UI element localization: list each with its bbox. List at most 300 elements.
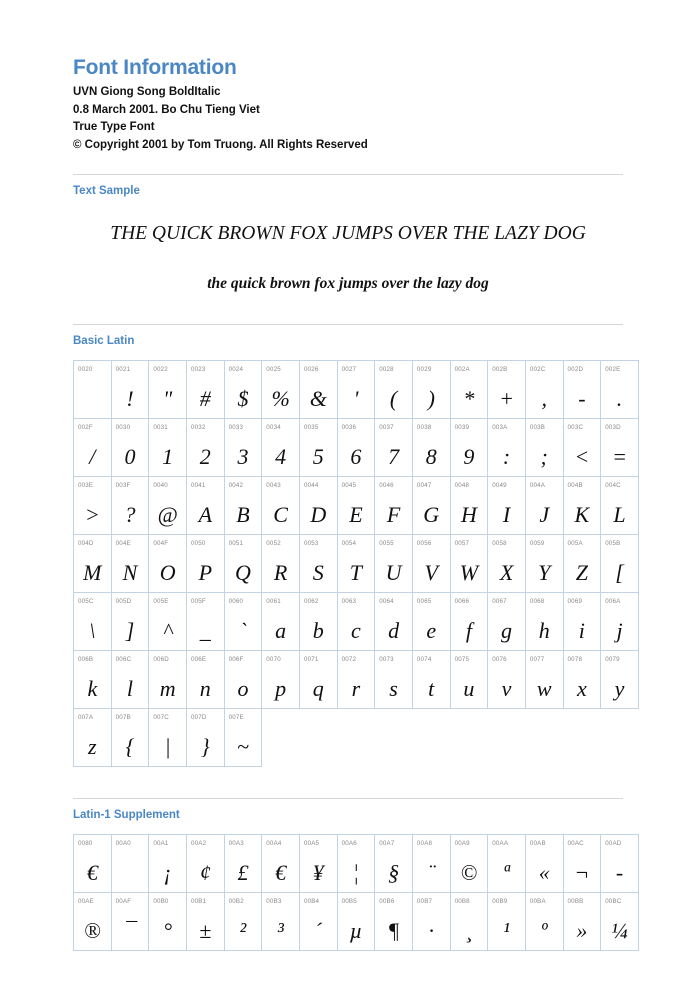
glyph-cell[interactable] [111,419,149,477]
glyph-character: » [576,918,588,944]
glyph-cell[interactable] [262,419,300,477]
glyph-cell[interactable] [337,419,375,477]
glyph-character: % [271,386,290,412]
glyph-code-label: 00B1 [190,898,207,906]
glyph-cell[interactable] [563,651,601,709]
glyph-cell[interactable] [337,361,375,419]
glyph-code-label: 00B7 [416,898,433,906]
glyph-cell[interactable] [337,593,375,651]
glyph-code-label: 0029 [416,366,432,374]
glyph-character: N [122,560,138,586]
glyph-cell[interactable] [224,361,262,419]
glyph-cell[interactable] [450,477,488,535]
glyph-table-row [74,419,639,477]
glyph-code-label: 0050 [190,540,206,548]
glyph-cell[interactable] [525,419,563,477]
glyph-cell[interactable] [299,835,337,893]
glyph-cell[interactable] [450,651,488,709]
glyph-cell[interactable] [563,477,601,535]
glyph-code-label: 0079 [605,656,620,664]
glyph-cell[interactable] [601,419,639,477]
glyph-code-label: 00A7 [379,840,395,848]
glyph-code-label: 0059 [529,540,545,548]
glyph-table-row [74,835,639,893]
glyph-cell[interactable] [563,361,601,419]
glyph-character: ¸ [465,918,473,944]
glyph-cell[interactable] [74,593,112,651]
glyph-code-label: 0032 [190,424,206,432]
glyph-cell[interactable] [412,651,450,709]
glyph-character: X [499,560,514,586]
glyph-code-label: 0073 [379,656,394,664]
glyph-character: $ [237,386,249,412]
glyph-character: H [460,502,477,528]
glyph-cell[interactable] [262,477,300,535]
glyph-character: ~ [237,734,249,760]
glyph-cell[interactable] [111,835,149,893]
glyph-character: ª [503,860,510,886]
glyph-character: f [465,618,472,644]
glyph-code-label: 0042 [228,482,244,490]
glyph-character: Y [538,560,551,586]
glyph-code-label: 003B [529,424,546,432]
glyph-table-row [74,593,639,651]
glyph-character: > [84,502,100,528]
glyph-cell[interactable] [375,593,413,651]
glyph-code-label: 00B6 [379,898,395,906]
glyph-character: ± [199,918,212,944]
glyph-character: r [351,676,361,702]
glyph-code-label: 0030 [115,424,131,432]
glyph-cell[interactable] [525,835,563,893]
glyph-cell[interactable] [412,361,450,419]
glyph-cell[interactable] [525,535,563,593]
glyph-cell[interactable] [149,419,187,477]
glyph-character: Q [235,560,251,586]
glyph-cell[interactable] [299,361,337,419]
glyph-cell[interactable] [488,419,526,477]
glyph-code-label: 00B8 [454,898,470,906]
glyph-cell[interactable] [375,419,413,477]
glyph-cell[interactable] [224,593,262,651]
glyph-character: + [499,386,514,412]
glyph-cell[interactable] [601,593,639,651]
glyph-cell[interactable] [224,651,262,709]
glyph-code-label: 0064 [379,598,394,606]
glyph-character: B [236,502,250,528]
glyph-code-label: 0080 [78,840,93,848]
glyph-cell[interactable] [563,419,601,477]
glyph-code-label: 00A2 [190,840,207,848]
glyph-cell[interactable] [149,709,187,767]
glyph-character: w [536,676,552,702]
glyph-cell[interactable] [149,593,187,651]
glyph-character: ® [83,918,101,944]
glyph-cell[interactable] [262,835,300,893]
latin1-supplement-section [73,798,628,951]
glyph-cell[interactable] [525,477,563,535]
basic-latin-section [73,324,627,767]
glyph-character: 0 [124,444,136,470]
glyph-character: ³ [277,918,284,944]
glyph-cell[interactable] [111,593,149,651]
glyph-code-label: 002B [492,366,508,374]
glyph-cell[interactable] [262,651,300,709]
glyph-cell[interactable] [186,893,224,951]
glyph-character: J [539,502,550,528]
glyph-code-label: 005E [153,598,169,606]
glyph-character: o [237,676,249,702]
glyph-table-row [74,709,639,767]
glyph-code-label: 005A [567,540,583,548]
glyph-cell[interactable] [186,419,224,477]
glyph-code-label: 004C [605,482,621,490]
glyph-character: , [541,386,547,412]
glyph-cell[interactable] [186,477,224,535]
glyph-code-label: 007C [153,714,169,722]
glyph-code-label: 0058 [492,540,507,548]
glyph-character: m [159,676,176,702]
glyph-character: ¡ [163,860,172,886]
glyph-character: ' [353,386,359,412]
glyph-character: e [426,618,437,644]
glyph-cell[interactable] [525,651,563,709]
glyph-code-label: 00A8 [416,840,433,848]
glyph-cell[interactable] [601,835,639,893]
glyph-cell[interactable] [299,477,337,535]
glyph-cell[interactable] [224,709,262,767]
glyph-cell[interactable] [186,651,224,709]
glyph-character: 8 [425,444,437,470]
glyph-cell[interactable] [262,593,300,651]
glyph-character: h [538,618,550,644]
glyph-cell[interactable] [299,651,337,709]
glyph-cell[interactable] [111,651,149,709]
glyph-cell[interactable] [111,893,149,951]
glyph-cell[interactable] [149,477,187,535]
glyph-code-label: 00B4 [303,898,320,906]
glyph-code-label: 0044 [303,482,319,490]
glyph-character: ? [124,502,136,528]
glyph-code-label: 0033 [228,424,244,432]
glyph-code-label: 00B5 [341,898,357,906]
glyph-cell[interactable] [262,535,300,593]
glyph-character: s [389,676,398,702]
glyph-cell[interactable] [525,893,563,951]
glyph-code-label: 0061 [266,598,281,606]
glyph-cell[interactable] [563,535,601,593]
glyph-cell[interactable] [262,361,300,419]
glyph-cell[interactable] [224,419,262,477]
glyph-cell[interactable] [375,477,413,535]
font-copyright-line: © Copyright 2001 by Tom Truong. All Rights Reserved [73,138,368,151]
page-content [73,0,628,951]
glyph-cell[interactable] [375,535,413,593]
glyph-cell[interactable] [601,651,639,709]
glyph-character: · [428,918,434,944]
glyph-cell[interactable] [224,477,262,535]
glyph-cell[interactable] [299,535,337,593]
glyph-cell[interactable] [601,361,639,419]
glyph-cell[interactable] [488,361,526,419]
glyph-cell[interactable] [74,535,112,593]
glyph-character: ¦ [352,860,359,886]
basic-latin-heading: Basic Latin [73,335,135,348]
glyph-code-label: 0062 [303,598,319,606]
latin1-supplement-heading: Latin-1 Supplement [73,809,180,822]
glyph-code-label: 006E [190,656,207,664]
glyph-character: T [349,560,363,586]
glyph-cell[interactable] [74,835,112,893]
glyph-cell[interactable] [149,893,187,951]
font-version-line: 0.8 March 2001. Bo Chu Tieng Viet [73,103,260,116]
glyph-code-label: 0047 [416,482,432,490]
glyph-character: | [164,734,171,760]
glyph-character: ( [389,386,398,412]
glyph-cell[interactable] [525,361,563,419]
glyph-cell[interactable] [601,477,639,535]
glyph-character: ° [163,918,173,944]
glyph-code-label: 0022 [153,366,168,374]
glyph-cell[interactable] [262,893,300,951]
glyph-cell[interactable] [186,593,224,651]
glyph-character: - [578,386,586,412]
glyph-code-label: 0072 [341,656,357,664]
table-gap [73,767,623,798]
glyph-character: ¨ [427,860,435,886]
glyph-cell[interactable] [563,593,601,651]
glyph-character: A [198,502,213,528]
glyph-code-label: 00A3 [228,840,244,848]
glyph-character: P [198,560,213,586]
glyph-cell[interactable] [450,419,488,477]
glyph-code-label: 00AD [605,840,622,848]
glyph-cell[interactable] [74,361,112,419]
glyph-cell[interactable] [224,835,262,893]
glyph-code-label: 0021 [115,366,131,374]
glyph-code-label: 002D [567,366,584,374]
glyph-cell[interactable] [488,477,526,535]
glyph-character: 5 [312,444,324,470]
glyph-code-label: 00BB [567,898,584,906]
glyph-cell[interactable] [488,651,526,709]
glyph-cell[interactable] [186,835,224,893]
font-format-line: True Type Font [73,121,155,134]
glyph-character: c [351,618,361,644]
glyph-code-label: 0063 [341,598,357,606]
glyph-cell[interactable] [337,835,375,893]
glyph-code-label: 0066 [454,598,470,606]
glyph-character: S [312,560,324,586]
glyph-cell[interactable] [224,893,262,951]
glyph-character: R [273,560,288,586]
glyph-cell[interactable] [412,835,450,893]
glyph-character: l [126,676,134,702]
text-sample-section [73,174,623,324]
glyph-cell[interactable] [337,893,375,951]
glyph-cell[interactable] [450,361,488,419]
glyph-code-label: 0054 [341,540,357,548]
glyph-character: € [86,860,98,886]
glyph-cell[interactable] [74,893,112,951]
glyph-cell[interactable] [149,835,187,893]
glyph-code-label: 0040 [153,482,168,490]
glyph-character: ^ [163,618,173,644]
glyph-code-label: 002C [529,366,546,374]
glyph-table-row [74,893,639,951]
glyph-character: L [613,502,626,528]
glyph-cell[interactable] [412,535,450,593]
glyph-cell[interactable] [450,893,488,951]
glyph-code-label: 0051 [228,540,244,548]
glyph-character: « [538,860,550,886]
glyph-cell-empty [299,709,337,767]
glyph-cell[interactable] [375,835,413,893]
glyph-code-label: 00A4 [266,840,282,848]
glyph-cell[interactable] [601,535,639,593]
glyph-character: µ [349,918,363,944]
glyph-code-label: 005F [190,598,206,606]
glyph-cell[interactable] [450,535,488,593]
glyph-cell[interactable] [488,535,526,593]
glyph-character: º [540,918,548,944]
glyph-cell[interactable] [74,651,112,709]
glyph-character: F [386,502,401,528]
glyph-cell[interactable] [337,535,375,593]
glyph-code-label: 006C [115,656,132,664]
glyph-character: M [83,560,102,586]
glyph-cell[interactable] [450,593,488,651]
glyph-code-label: 00B3 [266,898,282,906]
glyph-cell[interactable] [375,893,413,951]
glyph-character: Z [575,560,588,586]
glyph-code-label: 0055 [379,540,394,548]
glyph-cell[interactable] [111,477,149,535]
glyph-table-row [74,477,639,535]
glyph-cell[interactable] [488,835,526,893]
glyph-code-label: 0067 [492,598,507,606]
glyph-code-label: 006F [228,656,244,664]
glyph-table-row [74,361,639,419]
glyph-code-label: 004B [567,482,583,490]
glyph-cell-empty [601,709,639,767]
glyph-code-label: 00AA [492,840,509,848]
glyph-cell[interactable] [111,535,149,593]
glyph-character: 9 [463,444,475,470]
glyph-code-label: 00AE [78,898,94,906]
glyph-code-label: 002A [454,366,470,374]
glyph-character: ¯ [124,918,136,944]
glyph-code-label: 0028 [379,366,394,374]
glyph-cell[interactable] [337,477,375,535]
glyph-cell[interactable] [601,893,639,951]
glyph-code-label: 006D [153,656,169,664]
glyph-cell[interactable] [563,893,601,951]
glyph-code-label: 0049 [492,482,507,490]
glyph-cell[interactable] [412,477,450,535]
glyph-code-label: 0065 [416,598,432,606]
glyph-character: V [424,560,438,586]
glyph-cell[interactable] [186,709,224,767]
glyph-cell[interactable] [412,593,450,651]
glyph-character: ; [540,444,548,470]
glyph-cell[interactable] [299,593,337,651]
glyph-cell[interactable] [224,535,262,593]
latin1-supplement-glyph-table [73,834,639,951]
glyph-cell[interactable] [74,419,112,477]
glyph-character: D [310,502,327,528]
glyph-cell[interactable] [488,893,526,951]
glyph-code-label: 006A [605,598,621,606]
glyph-code-label: 0076 [492,656,507,664]
lowercase-sample-text: the quick brown fox jumps over the lazy dog [207,274,489,292]
glyph-cell[interactable] [74,477,112,535]
glyph-cell[interactable] [186,535,224,593]
glyph-cell[interactable] [299,893,337,951]
glyph-code-label: 0077 [529,656,545,664]
glyph-code-label: 0068 [529,598,545,606]
glyph-cell[interactable] [149,651,187,709]
glyph-character: v [501,676,512,702]
glyph-character: = [612,444,627,470]
glyph-cell[interactable] [563,835,601,893]
glyph-character: y [614,676,625,702]
glyph-cell[interactable] [412,419,450,477]
glyph-cell[interactable] [186,361,224,419]
glyph-character: ¼ [611,918,628,944]
glyph-cell[interactable] [299,419,337,477]
glyph-code-label: 0034 [266,424,281,432]
glyph-code-label: 002E [605,366,621,374]
glyph-cell[interactable] [111,709,149,767]
glyph-character: 6 [350,444,362,470]
glyph-cell[interactable] [74,709,112,767]
glyph-cell[interactable] [337,651,375,709]
glyph-cell[interactable] [412,893,450,951]
glyph-character: \ [89,618,96,644]
glyph-character: k [87,676,98,702]
glyph-character: x [576,676,587,702]
glyph-code-label: 0060 [228,598,244,606]
glyph-character: u [463,676,475,702]
glyph-code-label: 0070 [266,656,281,664]
glyph-character: ² [239,918,247,944]
glyph-cell[interactable] [375,651,413,709]
latin1-supplement-table-body [74,835,639,951]
glyph-character: . [616,386,623,412]
glyph-cell[interactable] [375,361,413,419]
glyph-character: G [423,502,440,528]
basic-latin-glyph-table [73,360,639,767]
glyph-cell[interactable] [149,535,187,593]
glyph-code-label: 00A0 [115,840,131,848]
glyph-code-label: 005D [115,598,132,606]
glyph-cell[interactable] [488,593,526,651]
sample-spacer [73,291,623,324]
glyph-cell-empty [488,709,526,767]
glyph-code-label: 00AB [529,840,546,848]
glyph-character: § [388,860,400,886]
glyph-code-label: 007D [190,714,207,722]
glyph-code-label: 0071 [303,656,319,664]
glyph-code-label: 0036 [341,424,357,432]
glyph-cell[interactable] [525,593,563,651]
glyph-cell[interactable] [149,361,187,419]
glyph-cell[interactable] [450,835,488,893]
glyph-cell-empty [450,709,488,767]
font-name-line: UVN Giong Song BoldItalic [73,86,221,99]
glyph-cell[interactable] [111,361,149,419]
